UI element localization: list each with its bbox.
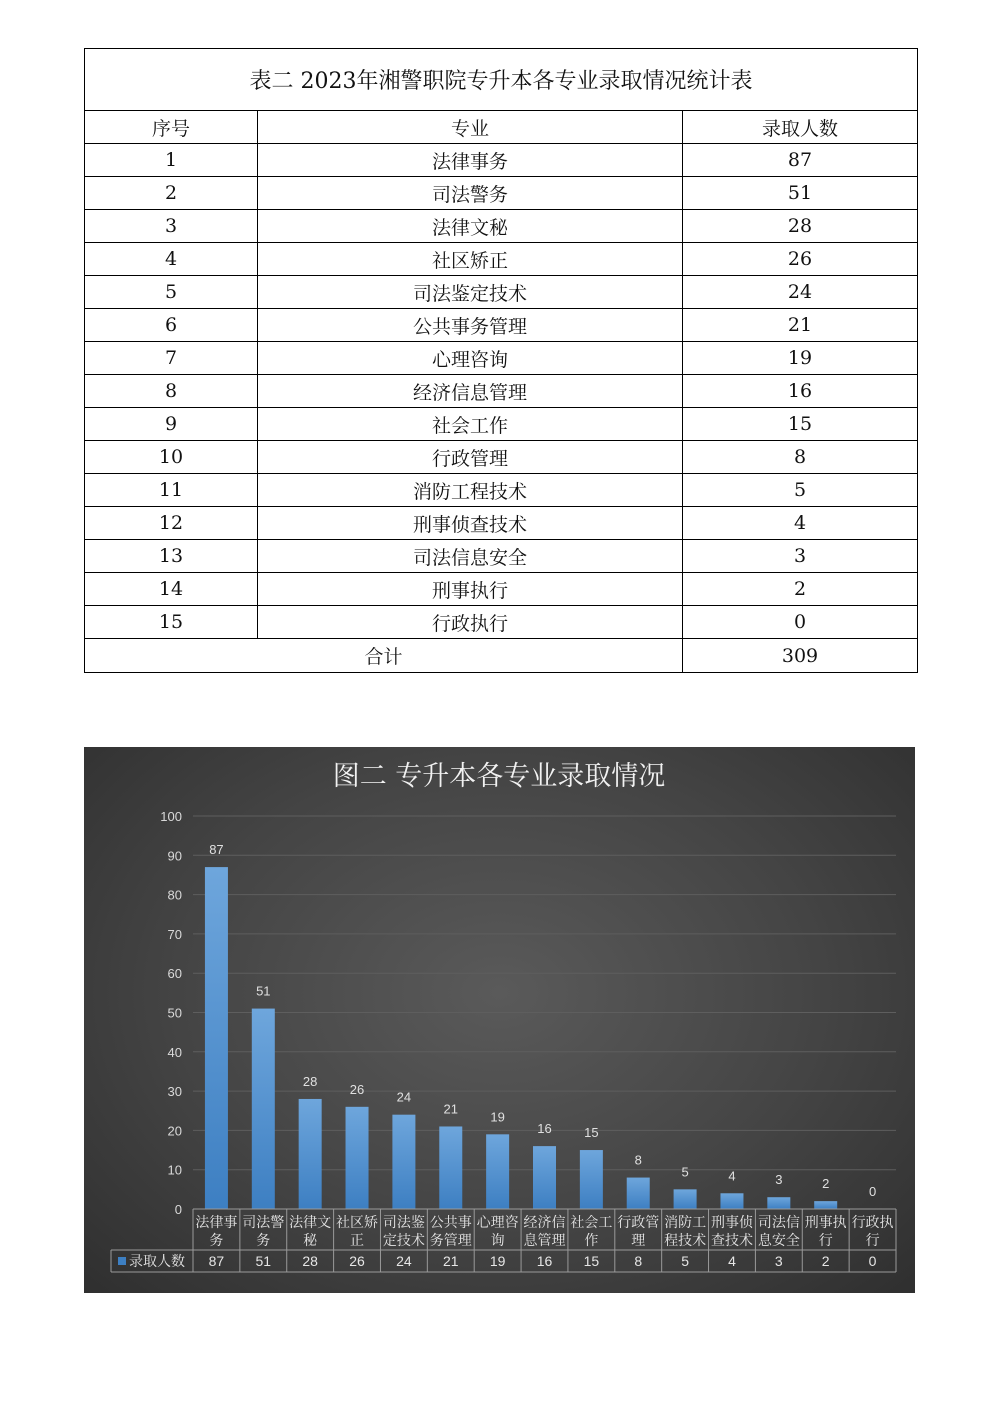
category-label-line: 心理咨 xyxy=(476,1215,519,1231)
bar xyxy=(439,1126,462,1209)
header-index: 序号 xyxy=(85,111,258,144)
row-index: 2 xyxy=(85,177,258,210)
header-major: 专业 xyxy=(258,111,683,144)
category-label-line: 定技术 xyxy=(382,1233,425,1249)
category-label-line: 行 xyxy=(818,1233,833,1249)
category-label-line: 正 xyxy=(350,1233,365,1249)
y-axis-ticks xyxy=(160,809,182,1217)
table-row xyxy=(85,309,918,342)
bar xyxy=(580,1150,603,1209)
data-table-value: 28 xyxy=(302,1253,318,1269)
data-label: 3 xyxy=(775,1172,783,1188)
row-admitted: 51 xyxy=(683,177,918,210)
y-tick-label: 60 xyxy=(167,966,182,982)
table-title: 表二 2023年湘警职院专升本各专业录取情况统计表 xyxy=(85,49,918,111)
row-index: 11 xyxy=(85,474,258,507)
bar xyxy=(346,1107,369,1209)
y-tick-label: 80 xyxy=(167,887,182,903)
bar xyxy=(486,1134,509,1209)
table-header-row xyxy=(85,111,918,144)
data-table-value: 24 xyxy=(396,1253,412,1269)
category-label-line: 作 xyxy=(584,1233,599,1249)
data-label: 2 xyxy=(822,1176,830,1192)
legend-swatch xyxy=(118,1257,126,1265)
data-table-value: 26 xyxy=(349,1253,365,1269)
category-labels xyxy=(195,1214,893,1249)
data-label: 26 xyxy=(349,1081,365,1097)
row-admitted: 19 xyxy=(683,342,918,375)
row-admitted: 8 xyxy=(683,441,918,474)
y-tick-label: 10 xyxy=(167,1162,182,1178)
row-admitted: 24 xyxy=(683,276,918,309)
y-tick-label: 90 xyxy=(167,848,182,864)
table-row xyxy=(85,210,918,243)
row-index: 5 xyxy=(85,276,258,309)
data-label: 5 xyxy=(681,1164,689,1180)
row-major: 行政管理 xyxy=(258,441,683,474)
row-admitted: 4 xyxy=(683,507,918,540)
category-label-line: 询 xyxy=(490,1233,505,1249)
bar xyxy=(814,1201,837,1209)
bar xyxy=(720,1193,743,1209)
data-label: 15 xyxy=(584,1125,599,1141)
row-admitted: 26 xyxy=(683,243,918,276)
row-admitted: 87 xyxy=(683,144,918,177)
data-table-value: 21 xyxy=(442,1253,459,1269)
y-tick-label: 70 xyxy=(167,926,182,942)
row-major: 社区矫正 xyxy=(258,243,683,276)
y-tick-label: 20 xyxy=(167,1123,182,1139)
bar xyxy=(767,1197,790,1209)
category-label-line: 公共事 xyxy=(429,1215,472,1231)
category-label-line: 息管理 xyxy=(523,1233,566,1249)
bar xyxy=(205,867,228,1209)
table-row xyxy=(85,507,918,540)
bar xyxy=(627,1178,650,1209)
category-label-line: 刑事侦 xyxy=(710,1215,753,1231)
row-index: 10 xyxy=(85,441,258,474)
row-index: 1 xyxy=(85,144,258,177)
row-index: 7 xyxy=(85,342,258,375)
y-tick-label: 0 xyxy=(174,1202,182,1217)
data-label: 19 xyxy=(490,1109,505,1125)
table-row xyxy=(85,573,918,606)
data-label: 16 xyxy=(537,1121,552,1137)
category-label xyxy=(430,1214,472,1249)
table-total-row xyxy=(85,639,918,673)
row-index: 3 xyxy=(85,210,258,243)
data-table-value: 15 xyxy=(583,1253,600,1269)
row-admitted: 2 xyxy=(683,573,918,606)
y-tick-label: 50 xyxy=(167,1005,182,1021)
category-label-line: 社区矫 xyxy=(336,1215,379,1231)
row-major: 行政执行 xyxy=(258,606,683,639)
data-label: 0 xyxy=(868,1184,877,1199)
category-label-line: 法律文 xyxy=(289,1215,332,1231)
data-table-value: 5 xyxy=(681,1253,689,1269)
table-row xyxy=(85,276,918,309)
table-title-row xyxy=(85,49,918,111)
row-major: 心理咨询 xyxy=(258,342,683,375)
data-label: 24 xyxy=(396,1089,412,1105)
bar xyxy=(533,1146,556,1209)
data-table-value: 0 xyxy=(868,1253,877,1269)
row-major: 法律事务 xyxy=(258,144,683,177)
total-label: 合计 xyxy=(85,639,683,673)
category-label-line: 消防工 xyxy=(664,1215,707,1231)
category-label xyxy=(758,1214,800,1249)
grid-lines xyxy=(193,816,896,1170)
data-table-value: 2 xyxy=(821,1253,830,1269)
table-row xyxy=(85,606,918,639)
data-label: 28 xyxy=(302,1073,318,1089)
table-row xyxy=(85,474,918,507)
category-label xyxy=(242,1214,284,1249)
row-major: 法律文秘 xyxy=(258,210,683,243)
row-admitted: 3 xyxy=(683,540,918,573)
row-index: 15 xyxy=(85,606,258,639)
category-label-line: 理 xyxy=(631,1233,646,1249)
bar xyxy=(674,1189,697,1209)
category-label-line: 司法警 xyxy=(242,1215,285,1231)
row-index: 8 xyxy=(85,375,258,408)
category-label-line: 经济信 xyxy=(523,1215,566,1231)
category-label-line: 行政管 xyxy=(617,1215,660,1231)
chart-title: 图二 专升本各专业录取情况 xyxy=(332,761,666,792)
table-row xyxy=(85,177,918,210)
row-index: 4 xyxy=(85,243,258,276)
table-row xyxy=(85,243,918,276)
data-label: 21 xyxy=(443,1101,459,1117)
category-label xyxy=(195,1214,237,1249)
row-admitted: 0 xyxy=(683,606,918,639)
category-label xyxy=(852,1214,894,1249)
data-label: 51 xyxy=(256,983,271,999)
row-index: 6 xyxy=(85,309,258,342)
category-label-line: 查技术 xyxy=(710,1233,753,1249)
category-label-line: 司法信 xyxy=(757,1215,800,1231)
data-table-value: 8 xyxy=(634,1253,643,1269)
statistics-table xyxy=(84,48,918,673)
category-label xyxy=(383,1214,425,1249)
category-label-line: 行 xyxy=(865,1233,880,1249)
row-major: 刑事执行 xyxy=(258,573,683,606)
y-tick-label: 100 xyxy=(160,809,182,824)
category-label-line: 程技术 xyxy=(664,1233,707,1249)
row-index: 13 xyxy=(85,540,258,573)
table-row xyxy=(85,375,918,408)
category-label-line: 行政执 xyxy=(851,1215,894,1231)
category-label xyxy=(477,1215,519,1249)
table-row xyxy=(85,540,918,573)
row-major: 司法信息安全 xyxy=(258,540,683,573)
legend-series-name: 录取人数 xyxy=(129,1254,185,1270)
category-label-line: 务 xyxy=(256,1233,271,1249)
category-label xyxy=(805,1214,847,1249)
table-row xyxy=(85,408,918,441)
bars xyxy=(205,867,837,1209)
y-tick-label: 30 xyxy=(167,1084,182,1100)
row-admitted: 16 xyxy=(683,375,918,408)
category-label xyxy=(524,1214,566,1249)
bar xyxy=(392,1115,415,1209)
category-label-line: 法律事 xyxy=(195,1215,238,1231)
y-tick-label: 40 xyxy=(167,1044,182,1060)
table-row xyxy=(85,441,918,474)
data-table-value: 51 xyxy=(255,1253,272,1269)
table-row xyxy=(85,342,918,375)
category-label-line: 社会工 xyxy=(570,1215,613,1231)
bar xyxy=(252,1009,275,1209)
category-label xyxy=(570,1215,612,1249)
data-label: 8 xyxy=(634,1152,642,1168)
data-label: 4 xyxy=(728,1168,736,1184)
row-major: 刑事侦查技术 xyxy=(258,507,683,540)
row-admitted: 15 xyxy=(683,408,918,441)
row-major: 社会工作 xyxy=(258,408,683,441)
row-index: 14 xyxy=(85,573,258,606)
data-table-value: 4 xyxy=(728,1253,736,1269)
bar xyxy=(299,1099,322,1209)
category-label-line: 司法鉴 xyxy=(382,1215,425,1231)
data-table-value: 3 xyxy=(774,1253,783,1269)
data-label: 87 xyxy=(209,842,224,858)
row-index: 9 xyxy=(85,408,258,441)
category-label-line: 刑事执 xyxy=(804,1215,847,1231)
category-label xyxy=(289,1214,331,1249)
row-major: 经济信息管理 xyxy=(258,375,683,408)
row-admitted: 28 xyxy=(683,210,918,243)
row-major: 公共事务管理 xyxy=(258,309,683,342)
category-label xyxy=(617,1215,659,1249)
row-major: 司法鉴定技术 xyxy=(258,276,683,309)
category-label-line: 息安全 xyxy=(757,1233,800,1249)
row-admitted: 21 xyxy=(683,309,918,342)
category-label xyxy=(336,1215,378,1249)
category-label-line: 秘 xyxy=(303,1233,318,1249)
total-value: 309 xyxy=(683,639,918,673)
bar-chart xyxy=(84,747,915,1293)
data-table-value: 87 xyxy=(208,1253,225,1269)
data-table-value: 16 xyxy=(536,1253,553,1269)
table-row xyxy=(85,144,918,177)
row-admitted: 5 xyxy=(683,474,918,507)
row-major: 消防工程技术 xyxy=(258,474,683,507)
row-major: 司法警务 xyxy=(258,177,683,210)
row-index: 12 xyxy=(85,507,258,540)
category-label-line: 务 xyxy=(209,1233,224,1249)
chart-panel xyxy=(84,747,915,1293)
data-table-value: 19 xyxy=(489,1253,506,1269)
header-admitted: 录取人数 xyxy=(683,111,918,144)
category-label-line: 务管理 xyxy=(429,1233,472,1249)
category-label xyxy=(711,1214,753,1249)
category-label xyxy=(664,1214,706,1249)
